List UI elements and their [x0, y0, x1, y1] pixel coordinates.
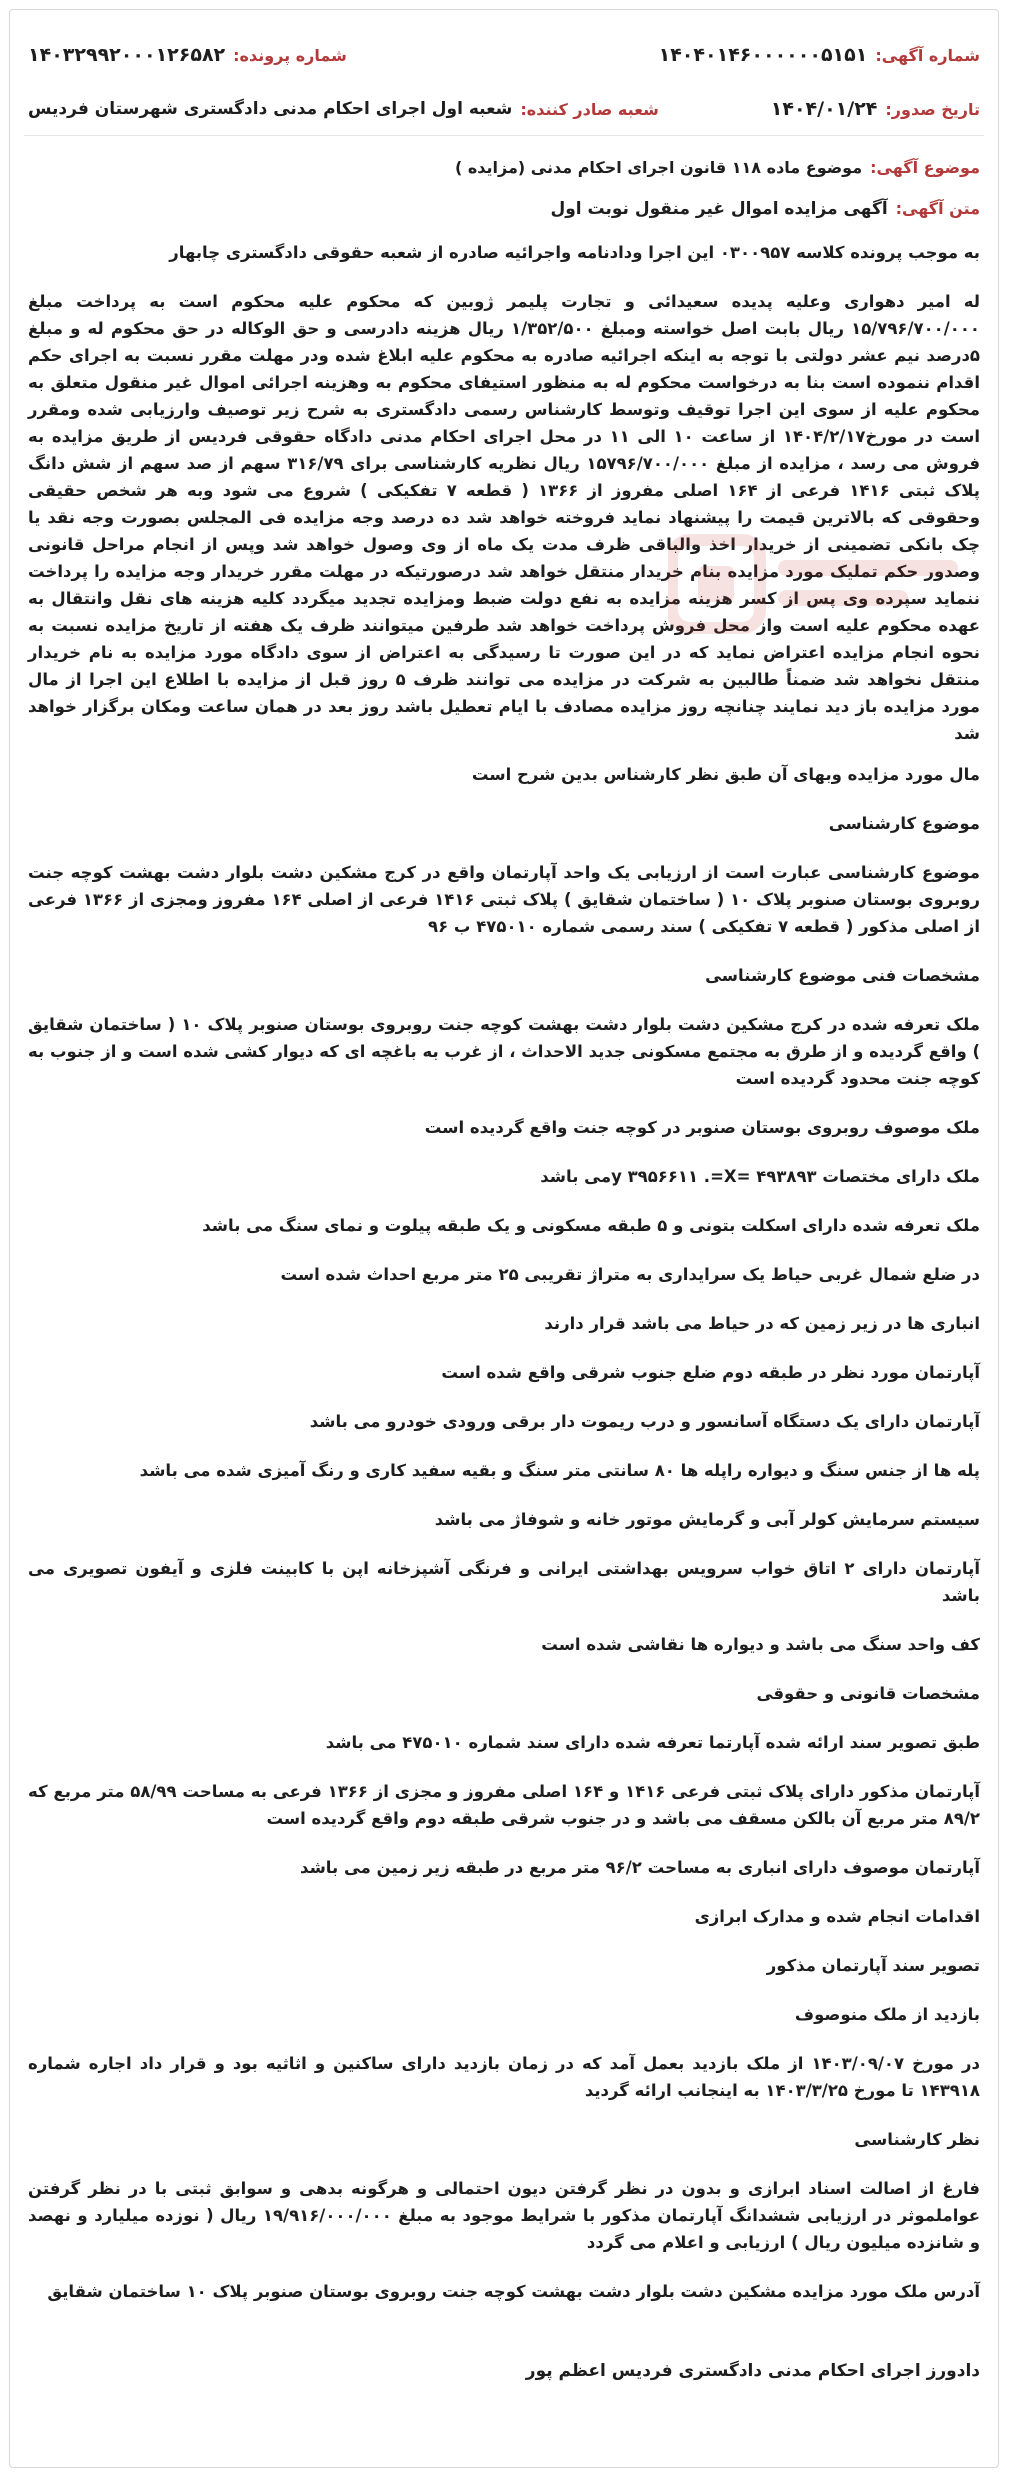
- issuing-branch: [28, 99, 659, 119]
- paragraph-registration: آپارتمان مذکور دارای پلاک ثبتی فرعی ۱۴۱۶ و ۱۶۴ اصلی مفروز و مجزی از ۱۳۶۶ فرعی به مساحت ۵۸/۹۹ متر مربع که ۸۹/۲ متر مربع آن بالکن مسقف می باشد و در جنوب شرقی طبقه دوم واقع گردیده است: [28, 1782, 980, 1828]
- paragraph-location: ملک تعرفه شده در کرج مشکین دشت بلوار دشت بهشت کوچه جنت روبروی بوستان صنوبر پلاک ۱۰ ( ساختمان شقایق ) واقع گردیده و از طرق به مجتمع مسکونی جدید الاحداث ، از غرب به باغچه ای که دیوار کشی شده است و از جنوب به کوچه جنت محدود گردیده است: [28, 1015, 980, 1088]
- paragraph-line: ملک تعرفه شده دارای اسکلت بتونی و ۵ طبقه مسکونی و یک طبقه پیلوت و نمای سنگ می باشد: [202, 1216, 980, 1235]
- paragraph-line: در ضلع شمال غربی حیاط یک سرایداری به متراژ تقریبی ۲۵ متر مربع احداث شده است: [280, 1265, 980, 1284]
- case-number: [28, 44, 347, 66]
- paragraph-line: انباری ها در زیر زمین که در حیاط می باشد قرار دارند: [544, 1314, 980, 1333]
- paragraph-case-reference: به موجب پرونده کلاسه ۰۳۰۰۹۵۷ این اجرا ودادنامه واجرائیه صادره از شعبه حقوقی دادگستری چابهار: [169, 243, 980, 262]
- case-number-label: شماره پرونده:: [233, 45, 347, 65]
- paragraph-line: آپارتمان دارای یک دستگاه آسانسور و درب ریموت دار برقی ورودی خودرو می باشد: [309, 1412, 980, 1431]
- body-label: متن آگهی:: [895, 199, 980, 218]
- paragraph-visit: در مورخ ۱۴۰۳/۰۹/۰۷ از ملک بازدید بعمل آمد که در زمان بازدید دارای ساکنین و اثاثیه بود و قرار داد اجاره شماره ۱۴۳۹۱۸ تا مورخ ۱۴۰۳/۳/۲۵ به اینجانب ارائه گردید: [28, 2054, 981, 2100]
- issuing-branch-value: شعبه اول اجرای احکام مدنی دادگستری شهرستان فردیس: [28, 99, 513, 119]
- paragraph-auction-terms: له امیر دهواری وعلیه پدیده سعیدائی و تجارت پلیمر ژوبین که محکوم علیه محکوم است به پرداخت مبلغ ۱۵/۷۹۶/۷۰۰/۰۰۰ ریال بابت اصل خواسته ومبلغ ۱/۳۵۲/۵۰۰ ریال هزینه دادرسی و حق الوکاله در حق محکوم له و مبلغ ۵درصد نیم عشر دولتی با توجه به اینکه اجرائیه صادره به محکوم علیه ابلاغ شده ودر مهلت مقرر نسبت به اجرای حکم اقدام ننموده است بنا به درخواست محکوم له به منظور استیفای محکوم به وهزینه اجرائی اموال غیر منقول متعلق به محکوم علیه از سوی این اجرا توقیف وتوسط کارشناس رسمی دادگستری به شرح زیر توصیف وارزیابی شده ومقرر است در مورخ۱۴۰۴/۲/۱۷ از ساعت ۱۰ الی ۱۱ در محل اجرای احکام مدنی دادگاه حقوقی فردیس از طریق مزایده به فروش می رسد ، مزایده از مبلغ ۱۵۷۹۶/۷۰۰/۰۰۰ ریال نظریه کارشناسی برای ۳۱۶/۷۹ سهم از صد سهم از شش دانگ پلاک ثبتی ۱۴۱۶ فرعی از ۱۶۴ اصلی مفروز از ۱۳۶۶ ( قطعه ۷ تفکیکی ) شروع می شود وبه هر شخص حقیقی وحقوقی که بالاترین قیمت را پیشنهاد نماید فروخته خواهد شد ده درصد وجه مزایده فی المجلس بصورت وجه نقد یا چک بانکی تضمینی از خریدار اخذ والباقی ظرف مدت یک ماه از وی وصول خواهد شد وپس از انجام مراحل قانونی وصدور حکم تملیک مورد مزایده بنام خریدار منتقل خواهد شد درصورتیکه در مهلت مقرر خریدار وجه مزایده را پرداخت ننماید سپرده وی پس از کسر هزینه مزایده به نفع دولت ضبط ومزایده تجدید میگردد کلیه هزینه های نقل وانتقال به عهده محکوم علیه است واز محل فروش پرداخت خواهد شد طرفین میتوانند ظرف یک هفته از تاریخ مزایده نسبت به نحوه انجام مزایده اعتراض نماید که در این صورت تا رسیدگی به اعتراض از سوی دادگاه مورد مزایده به نام خریدار منتقل نخواهد شد ضمناً طالبین به شرکت در مزایده می توانند ظرف ۵ روز قبل از مزایده با اطلاع این اجرا از مال مورد مزایده باز دید نمایند چنانچه روز مزایده مصادف با ایام تعطیل باشد روز بعد در همان ساعت ومکان برگزار خواهد شد: [28, 292, 981, 743]
- notice-subject: [28, 158, 980, 177]
- paragraph-line: ملک موصوف روبروی بوستان صنوبر در کوچه جنت واقع گردیده است: [424, 1118, 980, 1137]
- notice-content: [10, 136, 998, 2381]
- paragraph-subject-description: موضوع کارشناسی عبارت است از ارزیابی یک واحد آپارتمان واقع در کرج مشکین دشت بلوار دشت بهشت کوچه جنت روبروی بوستان صنوبر پلاک ۱۰ ( ساختمان شقایق ) پلاک ثبتی ۱۴۱۶ فرعی از اصلی ۱۶۴ مفروز ومجزی از ۱۳۶۶ فرعی از اصلی مذکور ( قطعه ۷ تفکیکی ) سند رسمی شماره ۴۷۵۰۱۰ ب ۹۶: [28, 863, 980, 936]
- paragraph-line: طبق تصویر سند ارائه شده آپارتما تعرفه شده دارای سند شماره ۴۷۵۰۱۰ می باشد: [325, 1733, 980, 1752]
- paragraph-coordinates: ملک دارای مختصات ۴۹۳۸۹۳ =y ۳۹۵۶۶۱۱ .=Xمی باشد: [540, 1167, 980, 1186]
- paragraph-line: آپارتمان دارای ۲ اتاق خواب سرویس بهداشتی ایرانی و فرنگی آشپزخانه اپن با کابینت فلزی و آیفون تصویری می باشد: [28, 1559, 980, 1605]
- paragraph-line: پله ها از جنس سنگ و دیواره راپله ها ۸۰ سانتی متر سنگ و بقیه سفید کاری و رنگ آمیزی شده می باشد: [139, 1461, 980, 1480]
- notice-page: [9, 9, 999, 2468]
- paragraph-property-intro: مال مورد مزایده وبهای آن طبق نظر کارشناس بدین شرح است: [471, 765, 980, 784]
- section-heading: موضوع کارشناسی: [828, 814, 980, 833]
- subject-label: موضوع آگهی:: [870, 158, 980, 177]
- paragraph-line: آپارتمان موصوف دارای انباری به مساحت ۹۶/۲ متر مربع در طبقه زیر زمین می باشد: [300, 1858, 980, 1877]
- issue-date: [771, 98, 980, 120]
- notice-body-heading: [28, 199, 980, 219]
- meta-row-numbers: [28, 44, 980, 66]
- notice-number: [659, 44, 980, 66]
- case-number-value: ۱۴۰۳۲۹۹۲۰۰۰۱۲۶۵۸۲: [28, 44, 226, 66]
- meta-row-issue: [28, 98, 980, 120]
- section-heading: بازدید از ملک منوصوف: [794, 2005, 980, 2024]
- notice-number-value: ۱۴۰۴۰۱۴۶۰۰۰۰۰۰۵۱۵۱: [658, 44, 868, 66]
- notice-number-label: شماره آگهی:: [875, 45, 980, 65]
- section-heading: مشخصات فنی موضوع کارشناسی: [705, 966, 980, 985]
- section-heading: مشخصات قانونی و حقوقی: [756, 1684, 980, 1703]
- paragraph-line: آپارتمان مورد نظر در طبقه دوم ضلع جنوب شرقی واقع شده است: [441, 1363, 980, 1382]
- paragraph-line: سیستم سرمایش کولر آبی و گرمایش موتور خانه و شوفاژ می باشد: [434, 1510, 980, 1529]
- paragraph-address: آدرس ملک مورد مزایده مشکین دشت بلوار دشت بهشت کوچه جنت روبروی بوستان صنوبر پلاک ۱۰ ساختمان شقایق: [47, 2282, 980, 2301]
- issue-date-label: تاریخ صدور:: [885, 99, 980, 119]
- subject-value: موضوع ماده ۱۱۸ قانون اجرای احکام مدنی (مزایده ): [454, 158, 863, 177]
- section-heading: نظر کارشناسی: [854, 2130, 980, 2149]
- section-heading: اقدامات انجام شده و مدارک ابرازی: [694, 1907, 980, 1926]
- issuing-branch-label: شعبه صادر کننده:: [520, 99, 659, 119]
- paragraph-valuation: فارغ از اصالت اسناد ابرازی و بدون در نظر گرفتن دیون احتمالی و هرگونه بدهی و سوابق ثبتی با در نظر گرفتن عواملموثر در ارزیابی ششدانگ آپارتمان مذکور با شرایط موجود به مبلغ ۱۹/۹۱۶/۰۰۰/۰۰۰ ریال ( نوزده میلیارد و نهصد و شانزده میلیون ریال ) ارزیابی و اعلام می گردد: [28, 2179, 980, 2252]
- notice-meta: [10, 10, 998, 135]
- body-title: آگهی مزایده اموال غیر منقول نوبت اول: [550, 199, 888, 219]
- signature: دادورز اجرای احکام مدنی دادگستری فردیس اعظم پور: [525, 2361, 980, 2381]
- watermark-logo-icon: [668, 530, 968, 640]
- paragraph-line: تصویر سند آپارتمان مذکور: [766, 1956, 980, 1975]
- issue-date-value: ۱۴۰۴/۰۱/۲۴: [770, 98, 878, 120]
- paragraph-line: کف واحد سنگ می باشد و دیواره ها نقاشی شده است: [541, 1635, 980, 1654]
